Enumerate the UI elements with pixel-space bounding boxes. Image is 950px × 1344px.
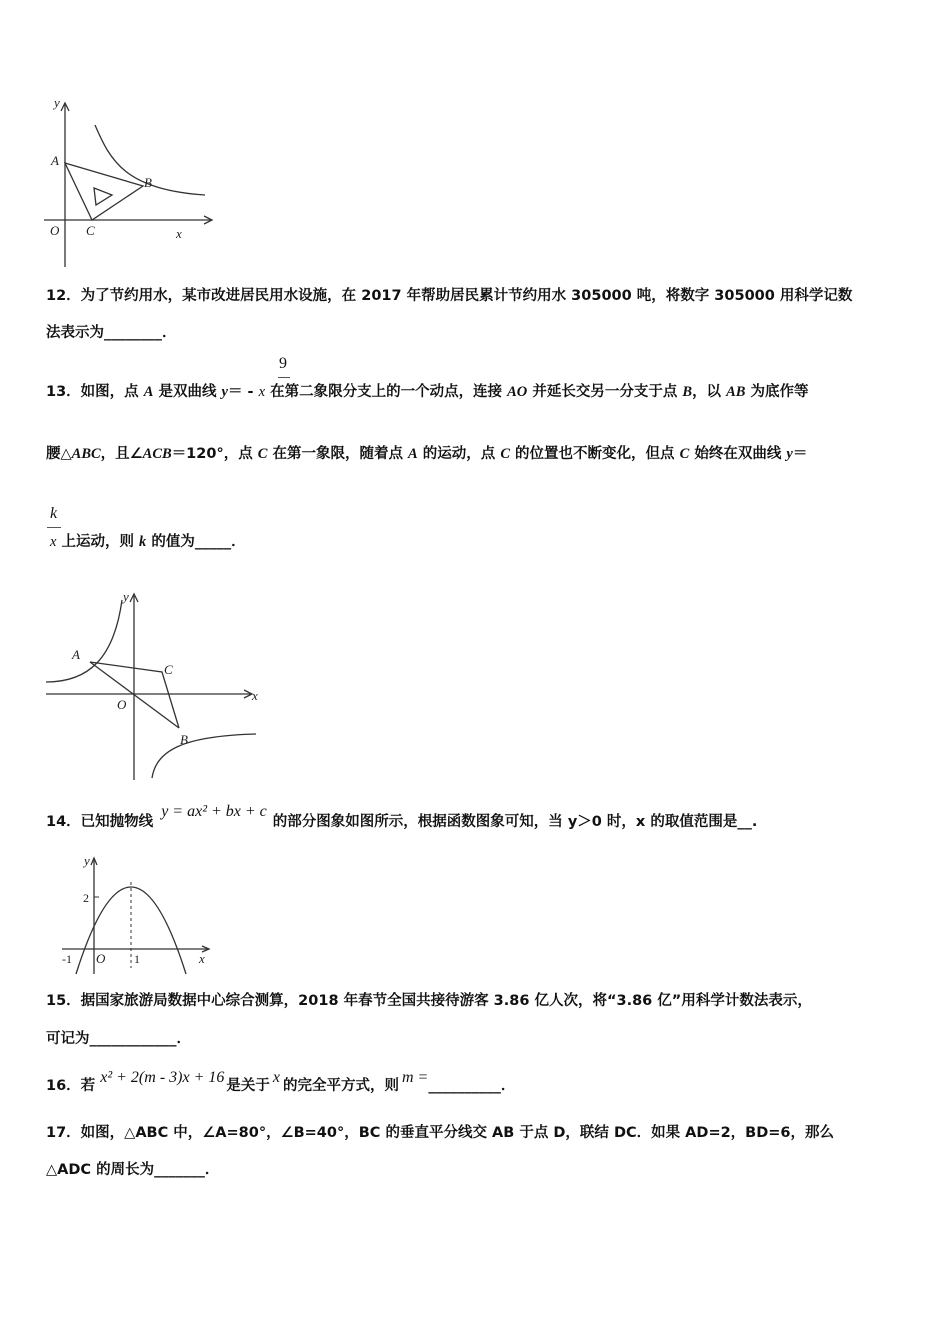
label-o: O [117, 697, 127, 712]
question-13-line-3: x 上运动，则 k 的值为_____． [50, 534, 246, 550]
fraction-bar-k [47, 527, 61, 528]
formula-quadratic: x² + 2(m - 3)x + 16 [100, 1069, 225, 1086]
fraction-numerator-9: 9 [279, 355, 287, 372]
question-16: 16．若 x² + 2(m - 3)x + 16 是关于 x 的完全平方式，则 m =__________． [46, 1069, 516, 1094]
formula-parabola: y = ax² + bx + c [161, 803, 267, 820]
label-b: B [180, 732, 188, 747]
question-14: 14．已知抛物线y = ax² + bx + c的部分图象如图所示，根据函数图象可知，当 y＞0 时，x 的取值范围是__. [46, 803, 758, 830]
label-neg1: -1 [62, 952, 72, 966]
hyperbola-branch-2 [46, 600, 122, 682]
label-y: y [84, 853, 90, 868]
label-a: A [51, 153, 59, 168]
label-o: O [50, 223, 60, 238]
inner-triangle [94, 188, 112, 205]
question-12-line-1: 12．为了节约用水，某市改进居民用水设施，在 2017 年帮助居民累计节约用水 305000 吨，将数字 305000 用科学记数 [46, 288, 853, 304]
fraction-bar [278, 377, 290, 378]
question-13-line-1: 13．如图，点 A 是双曲线 y＝ - x 在第二象限分支上的一个动点，连接 AO 并延长交另一分支于点 B，以 AB 为底作等 [46, 384, 809, 400]
fraction-numerator-k: k [50, 505, 58, 522]
figure-parabola [56, 852, 216, 977]
question-12-line-2: 法表示为________． [46, 325, 177, 341]
label-c: C [86, 223, 95, 238]
label-x: x [199, 951, 205, 966]
question-17-line-2: △ADC 的周长为_______． [46, 1162, 220, 1178]
question-15-line-2: 可记为____________． [46, 1031, 191, 1047]
question-17-line-1: 17．如图，△ABC 中，∠A=80°，∠B=40°，BC 的垂直平分线交 AB 于点 D，联结 DC．如果 AD=2，BD=6，那么 [46, 1125, 835, 1141]
label-b: B [144, 175, 152, 190]
label-c: C [164, 662, 173, 677]
question-15-line-1: 15．据国家旅游局数据中心综合测算，2018 年春节全国共接待游客 3.86 亿人次，将“3.86 亿”用科学计数法表示， [46, 993, 812, 1009]
label-a: A [72, 647, 80, 662]
label-x: x [176, 226, 182, 241]
question-13-line-2: 腰△ABC，且∠ACB＝120°，点 C 在第一象限，随着点 A 的运动，点 C 的位置也不断变化，但点 C 始终在双曲线 y＝ [46, 446, 808, 462]
label-o: O [96, 951, 106, 966]
label-1: 1 [134, 952, 140, 966]
hyperbola-branch-4 [152, 734, 256, 778]
figure-triangle-hyperbola [40, 95, 215, 270]
label-y: y [123, 589, 129, 604]
label-y: y [54, 95, 60, 110]
label-x: x [252, 688, 258, 703]
figure-hyperbola-isosceles [44, 588, 264, 783]
label-2: 2 [83, 891, 89, 905]
